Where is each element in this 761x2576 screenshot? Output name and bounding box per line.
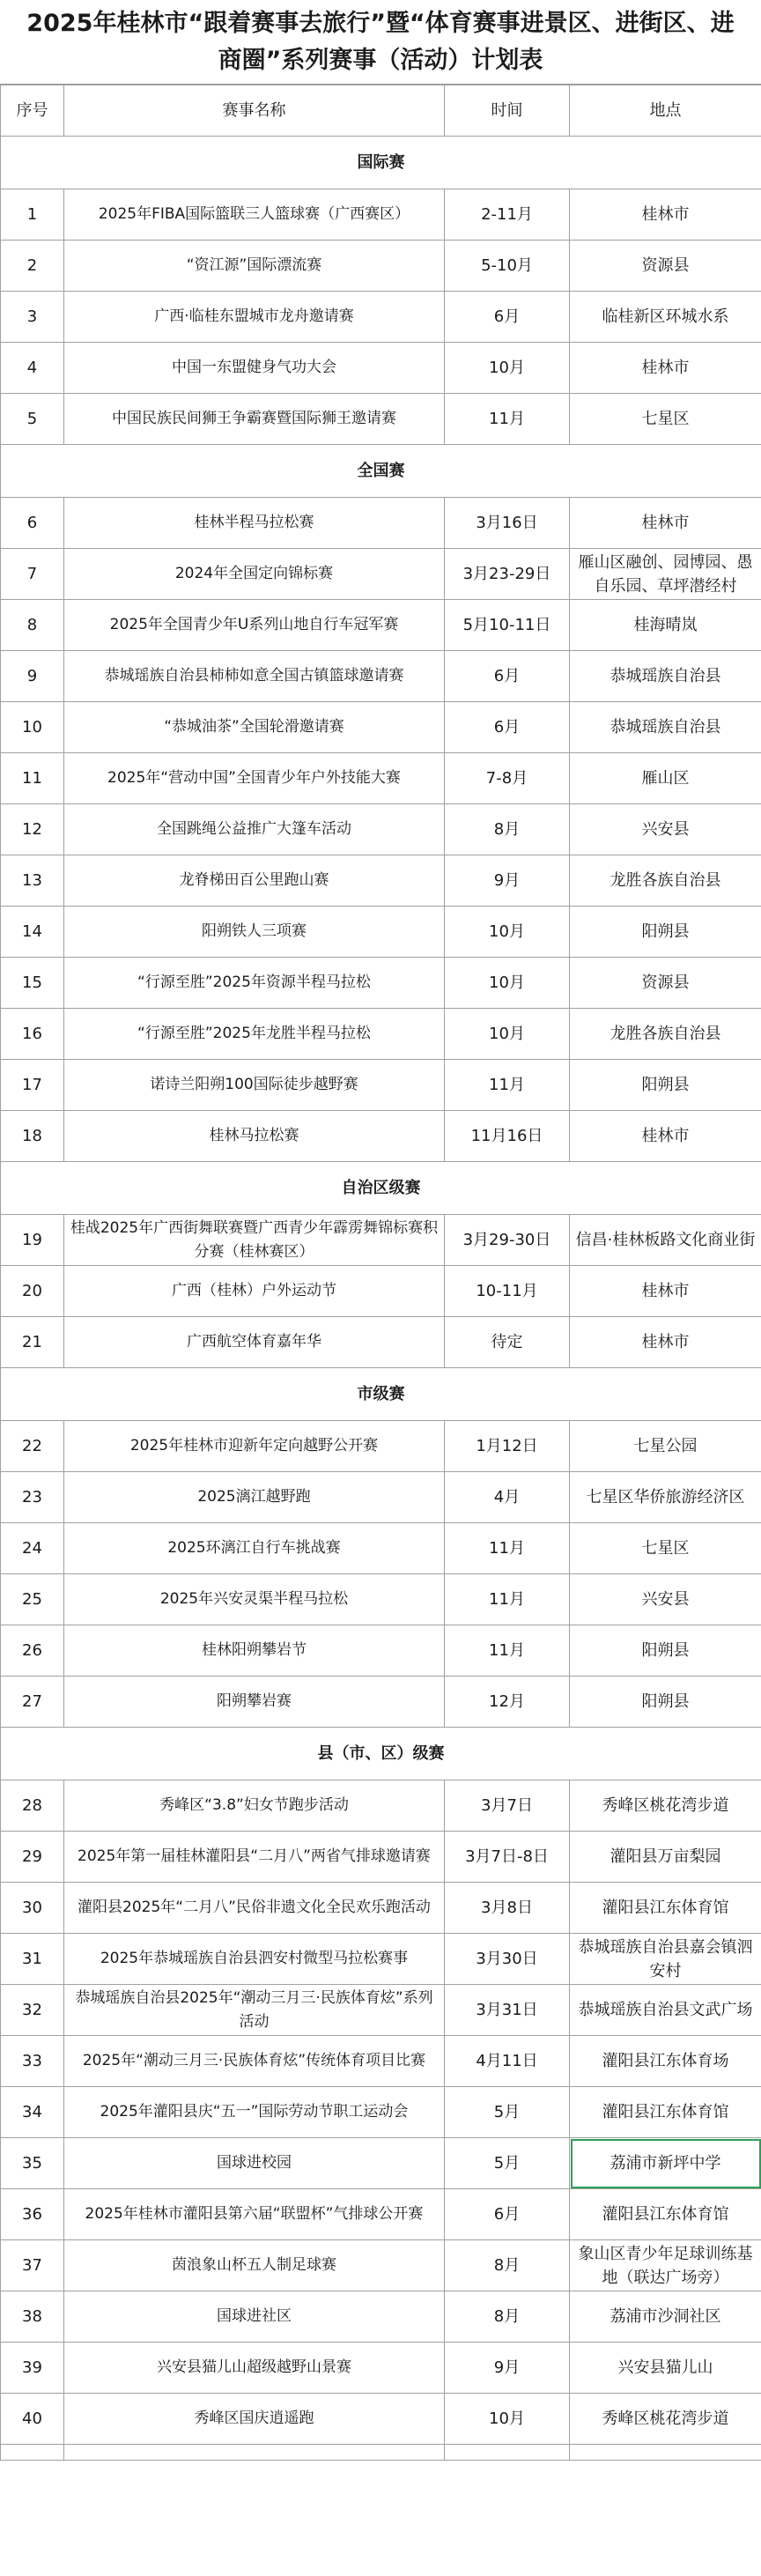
- cell-location: 灌阳县江东体育场: [570, 2036, 761, 2087]
- cell-location: 阳朔县: [570, 1677, 761, 1728]
- cell-name: 灌阳县2025年“二月八”民俗非遗文化全民欢乐跑活动: [64, 1883, 445, 1934]
- header-location: 地点: [570, 85, 761, 137]
- cell-num: 7: [1, 549, 64, 600]
- cell-num: 26: [1, 1625, 64, 1677]
- cell-name: 2025年FIBA国际篮联三人篮球赛（广西赛区）: [64, 189, 445, 241]
- table-row: [1, 1317, 761, 1368]
- cell-name: 秀峰区“3.8”妇女节跑步活动: [64, 1780, 445, 1832]
- cell-num: 29: [1, 1832, 64, 1883]
- cell-location: 七星区: [570, 1523, 761, 1574]
- cell-name: 桂林马拉松赛: [64, 1111, 445, 1162]
- cell-num: 22: [1, 1421, 64, 1472]
- cell-time: 1月12日: [445, 1421, 570, 1472]
- cell-name: 桂林阳朔攀岩节: [64, 1625, 445, 1677]
- cell-num: 16: [1, 1009, 64, 1060]
- cell-time: 10月: [445, 2394, 570, 2445]
- cell-time: 5月: [445, 2138, 570, 2189]
- cell-location: 雁山区: [570, 753, 761, 804]
- cell-time: 8月: [445, 2240, 570, 2291]
- cell-num: 34: [1, 2087, 64, 2138]
- cell-num: 10: [1, 702, 64, 753]
- cell-name: 秀峰区国庆逍遥跑: [64, 2394, 445, 2445]
- cell-name: 广西·临桂东盟城市龙舟邀请赛: [64, 292, 445, 343]
- cell-location: 桂林市: [570, 343, 761, 394]
- cell-location: 兴安县: [570, 804, 761, 855]
- cell-time: 2-11月: [445, 189, 570, 241]
- table-row: [1, 1421, 761, 1472]
- cell-name: 2025年兴安灵渠半程马拉松: [64, 1574, 445, 1625]
- cell-num: 37: [1, 2240, 64, 2291]
- table-row: [1, 394, 761, 445]
- table-row: [1, 2036, 761, 2087]
- cell-time: 4月11日: [445, 2036, 570, 2087]
- cell-time: 6月: [445, 702, 570, 753]
- table-row: [1, 804, 761, 855]
- cell-num: 17: [1, 1060, 64, 1111]
- section-title: 自治区级赛: [1, 1162, 761, 1215]
- cell-location: 象山区青少年足球训练基地（联达广场旁）: [570, 2240, 761, 2291]
- cell-time: 11月: [445, 1060, 570, 1111]
- cell-name: 2025年桂林市灌阳县第六届“联盟杯”气排球公开赛: [64, 2189, 445, 2240]
- table-row: [1, 1574, 761, 1625]
- cell-location: 七星区: [570, 394, 761, 445]
- table-row: [1, 498, 761, 549]
- cell-name: 桂林半程马拉松赛: [64, 498, 445, 549]
- cell-time: 7-8月: [445, 753, 570, 804]
- cell-name: 诺诗兰阳朔100国际徒步越野赛: [64, 1060, 445, 1111]
- cell-num: 31: [1, 1934, 64, 1985]
- table-row: [1, 2087, 761, 2138]
- cell-num: 40: [1, 2394, 64, 2445]
- cell-location: 灌阳县江东体育馆: [570, 2087, 761, 2138]
- cell-name: 2025年第一届桂林灌阳县“二月八”两省气排球邀请赛: [64, 1832, 445, 1883]
- cell-location: 临桂新区环城水系: [570, 292, 761, 343]
- table-tail-row: [1, 2445, 761, 2461]
- cell-time: 3月31日: [445, 1985, 570, 2036]
- cell-time: 10月: [445, 343, 570, 394]
- table-row: [1, 1111, 761, 1162]
- table-row: [1, 702, 761, 753]
- cell-location: 雁山区融创、园博园、愚自乐园、草坪潜经村: [570, 549, 761, 600]
- cell-time: 3月7日-8日: [445, 1832, 570, 1883]
- cell-location: 龙胜各族自治县: [570, 855, 761, 907]
- cell-num: 39: [1, 2343, 64, 2394]
- section-title: 市级赛: [1, 1368, 761, 1421]
- cell-name: 阳朔铁人三项赛: [64, 907, 445, 958]
- header-time: 时间: [445, 85, 570, 137]
- cell-location: 桂林市: [570, 498, 761, 549]
- cell-name: “资江源”国际漂流赛: [64, 241, 445, 292]
- table-row: [1, 1472, 761, 1523]
- cell-name: 2025年“营动中国”全国青少年户外技能大赛: [64, 753, 445, 804]
- cell-name: 恭城瑶族自治县柿柿如意全国古镇篮球邀请赛: [64, 651, 445, 702]
- table-row: [1, 1060, 761, 1111]
- cell-time: 4月: [445, 1472, 570, 1523]
- cell-name: 龙脊梯田百公里跑山赛: [64, 855, 445, 907]
- section-row: [1, 1162, 761, 1215]
- cell-name: 2025年恭城瑶族自治县泗安村微型马拉松赛事: [64, 1934, 445, 1985]
- cell-name: 国球进校园: [64, 2138, 445, 2189]
- cell-location: 信昌·桂林板路文化商业街: [570, 1215, 761, 1266]
- cell-name: 广西航空体育嘉年华: [64, 1317, 445, 1368]
- cell-num: 9: [1, 651, 64, 702]
- cell-time: 3月16日: [445, 498, 570, 549]
- cell-name: “恭城油茶”全国轮滑邀请赛: [64, 702, 445, 753]
- cell-time: 3月30日: [445, 1934, 570, 1985]
- cell-location: 荔浦市新坪中学: [570, 2138, 761, 2189]
- cell-location: 恭城瑶族自治县: [570, 702, 761, 753]
- cell-location: 恭城瑶族自治县嘉会镇泗安村: [570, 1934, 761, 1985]
- cell-name: 恭城瑶族自治县2025年“潮动三月三·民族体育炫”系列活动: [64, 1985, 445, 2036]
- document-title: 2025年桂林市“跟着赛事去旅行”暨“体育赛事进景区、进街区、进商圈”系列赛事（活动）计划表: [0, 0, 761, 85]
- cell-num: 2: [1, 241, 64, 292]
- cell-num: 15: [1, 958, 64, 1009]
- cell-num: 25: [1, 1574, 64, 1625]
- table-row: [1, 241, 761, 292]
- cell-time: 12月: [445, 1677, 570, 1728]
- header-name: 赛事名称: [64, 85, 445, 137]
- cell-num: 32: [1, 1985, 64, 2036]
- table-row: [1, 600, 761, 651]
- section-row: [1, 445, 761, 498]
- cell-num: 1: [1, 189, 64, 241]
- cell-name: “行源至胜”2025年资源半程马拉松: [64, 958, 445, 1009]
- section-row: [1, 1728, 761, 1780]
- cell-num: 13: [1, 855, 64, 907]
- table-row: [1, 958, 761, 1009]
- table-row: [1, 1934, 761, 1985]
- events-table: [0, 85, 761, 2461]
- cell-num: 36: [1, 2189, 64, 2240]
- table-row: [1, 1832, 761, 1883]
- table-row: [1, 651, 761, 702]
- cell-time: 5-10月: [445, 241, 570, 292]
- cell-num: 14: [1, 907, 64, 958]
- cell-name: 2024年全国定向锦标赛: [64, 549, 445, 600]
- table-row: [1, 1523, 761, 1574]
- cell-location: 秀峰区桃花湾步道: [570, 1780, 761, 1832]
- cell-location: 桂林市: [570, 1266, 761, 1317]
- cell-name: 2025年灌阳县庆“五一”国际劳动节职工运动会: [64, 2087, 445, 2138]
- cell-time: 8月: [445, 804, 570, 855]
- cell-time: 9月: [445, 2343, 570, 2394]
- table-row: [1, 1266, 761, 1317]
- table-row: [1, 2291, 761, 2343]
- table-row: [1, 2240, 761, 2291]
- cell-time: 11月16日: [445, 1111, 570, 1162]
- section-title: 国际赛: [1, 137, 761, 189]
- cell-time: 6月: [445, 2189, 570, 2240]
- cell-name: 广西（桂林）户外运动节: [64, 1266, 445, 1317]
- table-header-row: [1, 85, 761, 137]
- cell-location: 秀峰区桃花湾步道: [570, 2394, 761, 2445]
- cell-num: 28: [1, 1780, 64, 1832]
- cell-time: 8月: [445, 2291, 570, 2343]
- table-row: [1, 907, 761, 958]
- cell-location: 资源县: [570, 241, 761, 292]
- section-row: [1, 137, 761, 189]
- section-title: 全国赛: [1, 445, 761, 498]
- cell-location: 桂林市: [570, 1111, 761, 1162]
- table-row: [1, 549, 761, 600]
- cell-num: 6: [1, 498, 64, 549]
- table-row: [1, 2394, 761, 2445]
- cell-name: 中国一东盟健身气功大会: [64, 343, 445, 394]
- cell-time: 11月: [445, 1625, 570, 1677]
- cell-name: 阳朔攀岩赛: [64, 1677, 445, 1728]
- cell-time: 3月23-29日: [445, 549, 570, 600]
- cell-location: 灌阳县江东体育馆: [570, 2189, 761, 2240]
- cell-location: 资源县: [570, 958, 761, 1009]
- cell-location: 阳朔县: [570, 907, 761, 958]
- cell-name: 茵浪象山杯五人制足球赛: [64, 2240, 445, 2291]
- cell-name: 桂战2025年广西街舞联赛暨广西青少年霹雳舞锦标赛积分赛（桂林赛区）: [64, 1215, 445, 1266]
- cell-num: 23: [1, 1472, 64, 1523]
- cell-name: 2025漓江越野跑: [64, 1472, 445, 1523]
- table-row: [1, 1883, 761, 1934]
- cell-location: 恭城瑶族自治县: [570, 651, 761, 702]
- cell-location: 阳朔县: [570, 1060, 761, 1111]
- cell-name: 2025年桂林市迎新年定向越野公开赛: [64, 1421, 445, 1472]
- table-row: [1, 855, 761, 907]
- table-row: [1, 1780, 761, 1832]
- cell-time: 11月: [445, 1574, 570, 1625]
- table-body: [1, 137, 761, 2461]
- header-num: 序号: [1, 85, 64, 137]
- cell-location: 阳朔县: [570, 1625, 761, 1677]
- cell-num: 4: [1, 343, 64, 394]
- cell-time: 11月: [445, 394, 570, 445]
- cell-name: 2025年全国青少年U系列山地自行车冠军赛: [64, 600, 445, 651]
- cell-location: 龙胜各族自治县: [570, 1009, 761, 1060]
- cell-num: 11: [1, 753, 64, 804]
- cell-time: 5月: [445, 2087, 570, 2138]
- cell-num: 30: [1, 1883, 64, 1934]
- table-row: [1, 2343, 761, 2394]
- cell-num: 19: [1, 1215, 64, 1266]
- cell-location: 兴安县: [570, 1574, 761, 1625]
- cell-num: 24: [1, 1523, 64, 1574]
- cell-location: 七星区华侨旅游经济区: [570, 1472, 761, 1523]
- table-row: [1, 1677, 761, 1728]
- table-row: [1, 343, 761, 394]
- section-row: [1, 1368, 761, 1421]
- cell-name: 国球进社区: [64, 2291, 445, 2343]
- table-row: [1, 189, 761, 241]
- cell-num: 8: [1, 600, 64, 651]
- cell-time: 9月: [445, 855, 570, 907]
- table-row: [1, 1985, 761, 2036]
- section-title: 县（市、区）级赛: [1, 1728, 761, 1780]
- cell-num: 5: [1, 394, 64, 445]
- table-row: [1, 1215, 761, 1266]
- cell-name: 中国民族民间狮王争霸赛暨国际狮王邀请赛: [64, 394, 445, 445]
- cell-num: 21: [1, 1317, 64, 1368]
- cell-num: 33: [1, 2036, 64, 2087]
- cell-location: 恭城瑶族自治县文武广场: [570, 1985, 761, 2036]
- cell-num: 18: [1, 1111, 64, 1162]
- cell-name: 全国跳绳公益推广大篷车活动: [64, 804, 445, 855]
- cell-time: 10-11月: [445, 1266, 570, 1317]
- cell-name: 2025年“潮动三月三·民族体育炫”传统体育项目比赛: [64, 2036, 445, 2087]
- cell-time: 10月: [445, 958, 570, 1009]
- cell-time: 3月29-30日: [445, 1215, 570, 1266]
- cell-location: 桂林市: [570, 189, 761, 241]
- cell-location: 荔浦市沙洞社区: [570, 2291, 761, 2343]
- cell-time: 10月: [445, 907, 570, 958]
- cell-name: 兴安县猫儿山超级越野山景赛: [64, 2343, 445, 2394]
- table-row: [1, 2138, 761, 2189]
- cell-location: 桂海晴岚: [570, 600, 761, 651]
- cell-location: 兴安县猫儿山: [570, 2343, 761, 2394]
- table-row: [1, 1625, 761, 1677]
- cell-name: “行源至胜”2025年龙胜半程马拉松: [64, 1009, 445, 1060]
- cell-time: 3月8日: [445, 1883, 570, 1934]
- cell-location: 灌阳县万亩梨园: [570, 1832, 761, 1883]
- cell-time: 6月: [445, 292, 570, 343]
- cell-time: 10月: [445, 1009, 570, 1060]
- cell-num: 20: [1, 1266, 64, 1317]
- cell-num: 27: [1, 1677, 64, 1728]
- cell-location: 桂林市: [570, 1317, 761, 1368]
- cell-num: 35: [1, 2138, 64, 2189]
- cell-name: 2025环漓江自行车挑战赛: [64, 1523, 445, 1574]
- cell-location: 灌阳县江东体育馆: [570, 1883, 761, 1934]
- table-row: [1, 2189, 761, 2240]
- cell-time: 6月: [445, 651, 570, 702]
- table-row: [1, 292, 761, 343]
- cell-time: 3月7日: [445, 1780, 570, 1832]
- cell-time: 待定: [445, 1317, 570, 1368]
- cell-num: 3: [1, 292, 64, 343]
- cell-location: 七星公园: [570, 1421, 761, 1472]
- table-row: [1, 1009, 761, 1060]
- cell-num: 38: [1, 2291, 64, 2343]
- cell-time: 11月: [445, 1523, 570, 1574]
- cell-num: 12: [1, 804, 64, 855]
- table-row: [1, 753, 761, 804]
- cell-time: 5月10-11日: [445, 600, 570, 651]
